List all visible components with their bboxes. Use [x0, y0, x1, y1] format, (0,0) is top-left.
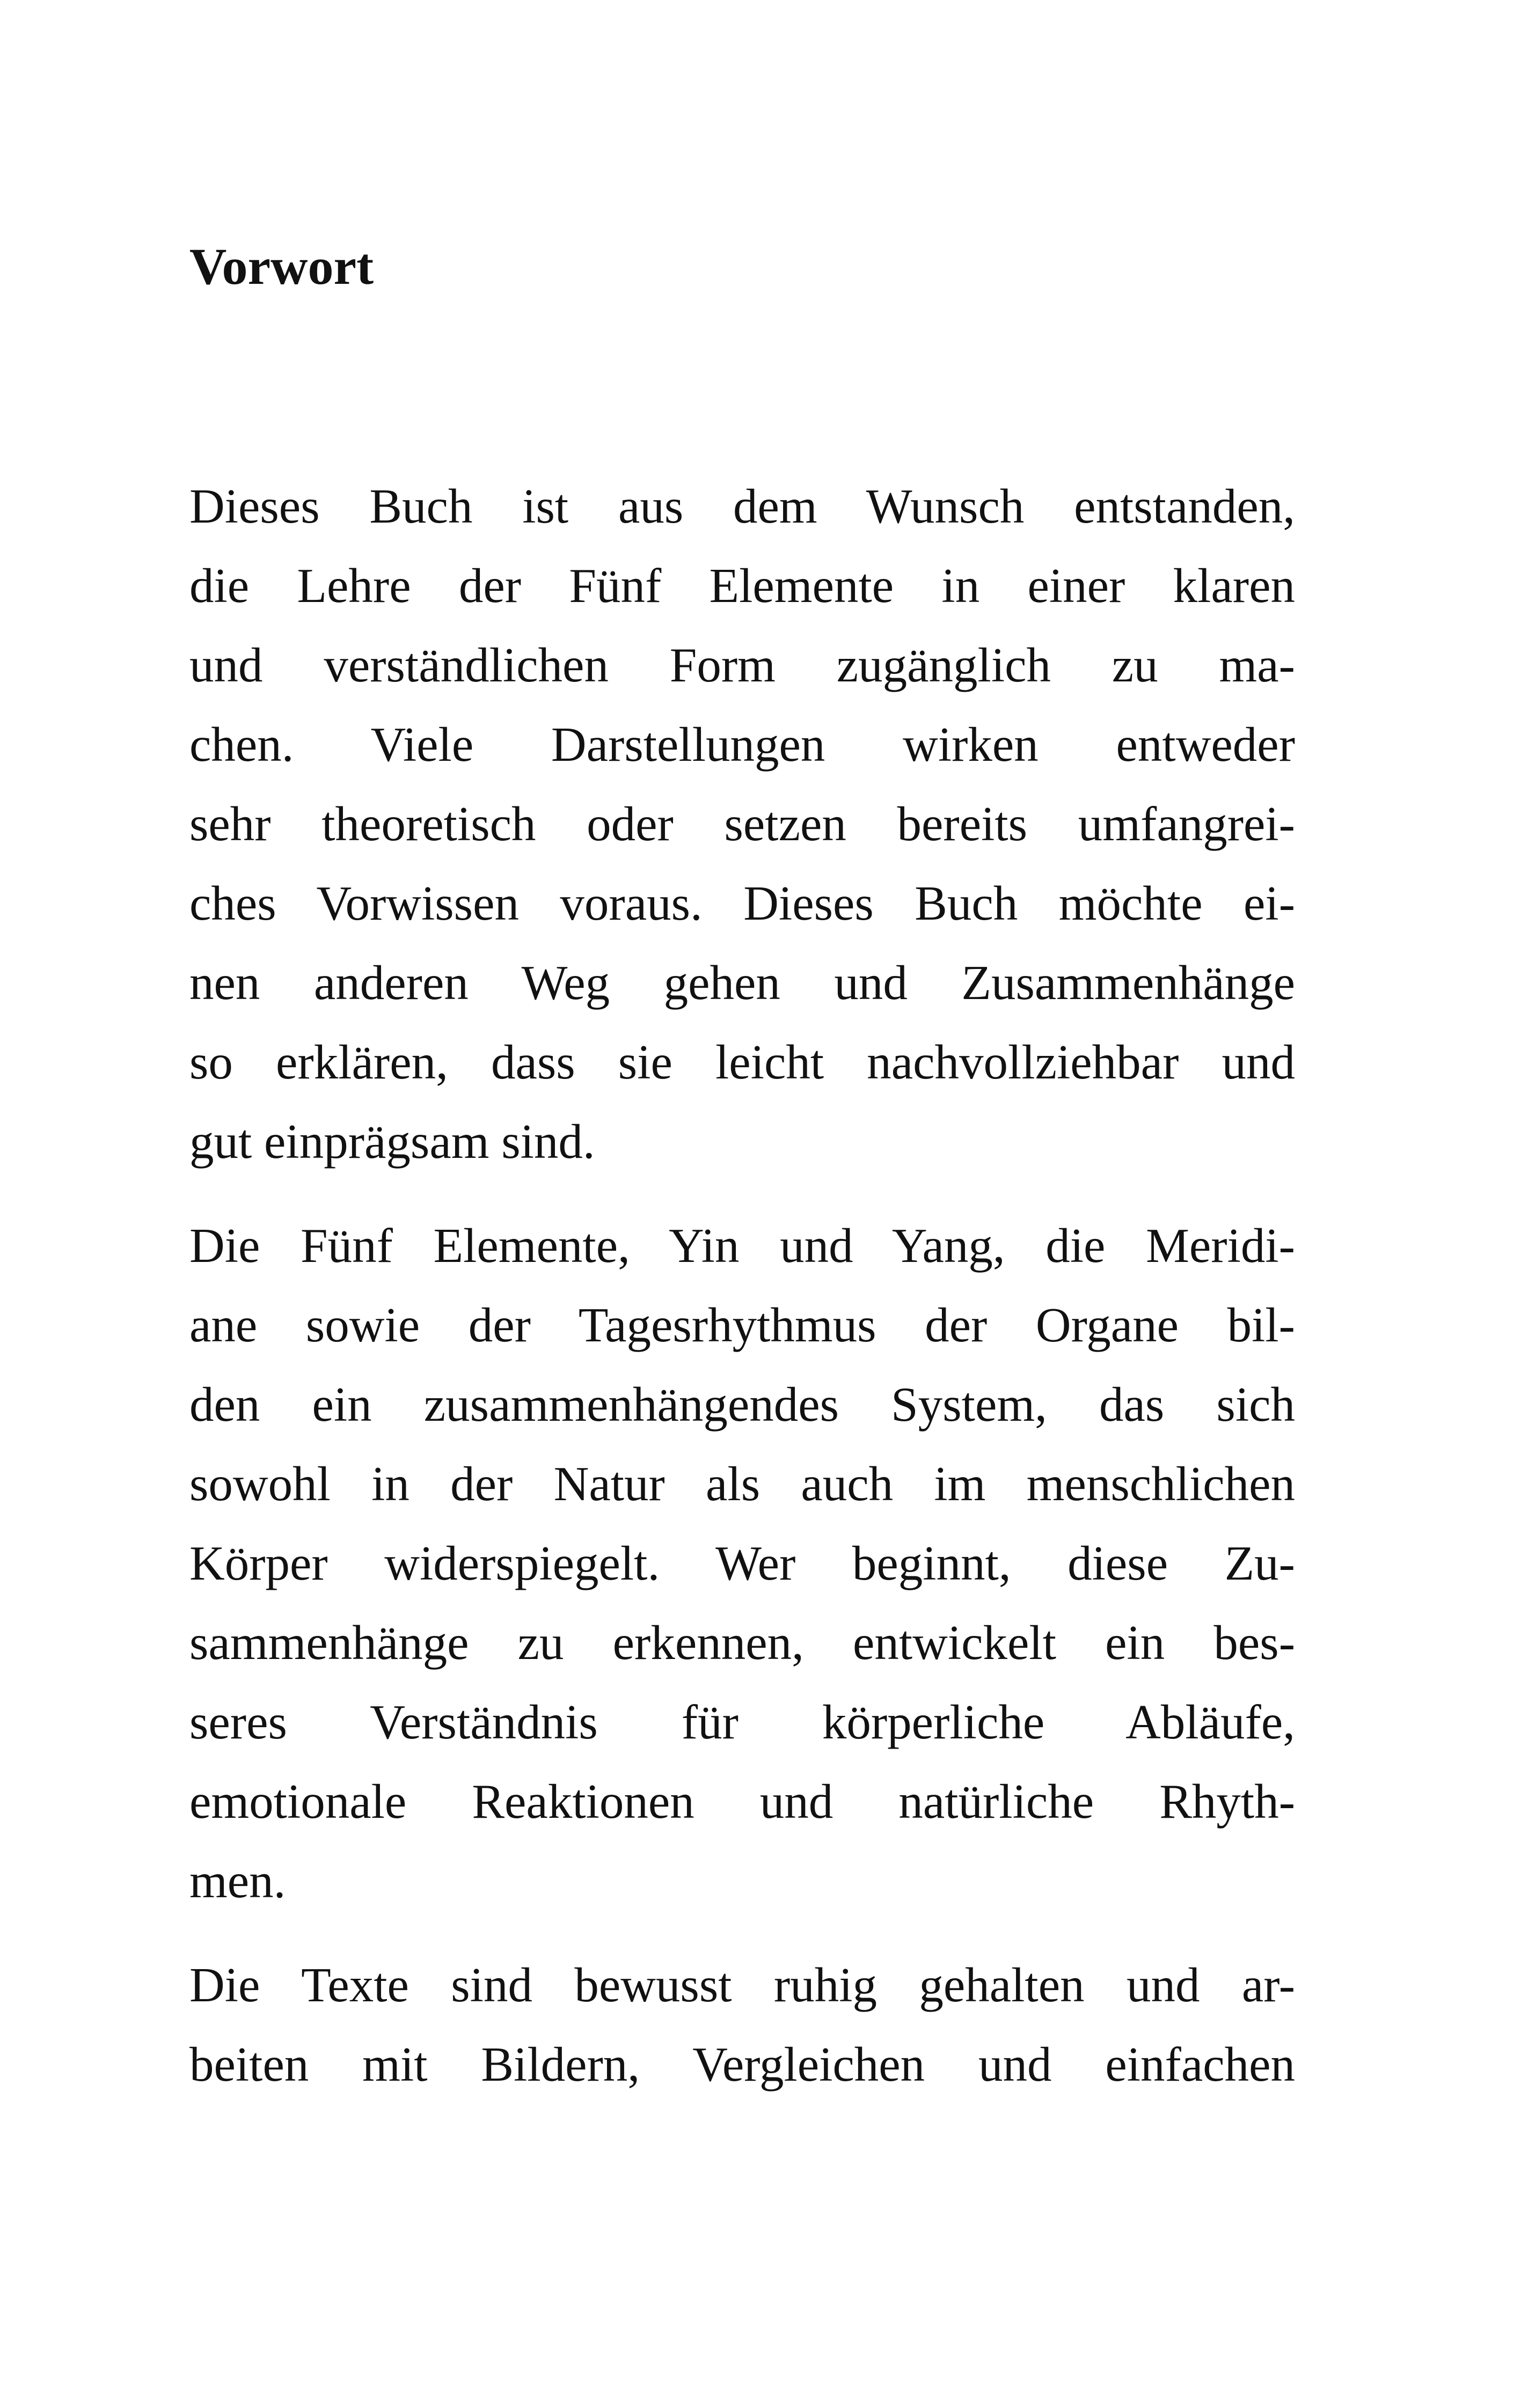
- text-line: sammenhänge zu erkennen, entwickelt ein bes-: [189, 1616, 1295, 1670]
- body-text: [189, 467, 1295, 2129]
- text-line: Dieses Buch ist aus dem Wunsch entstanden,: [189, 479, 1295, 533]
- text-line: und verständlichen Form zugänglich zu ma-: [189, 638, 1295, 692]
- text-line: ane sowie der Tagesrhythmus der Organe bil-: [189, 1298, 1295, 1352]
- text-line: emotionale Reaktionen und natürliche Rhyth-: [189, 1774, 1295, 1829]
- text-line: nen anderen Weg gehen und Zusammenhänge: [189, 956, 1295, 1010]
- text-line: so erklären, dass sie leicht nachvollziehbar und: [189, 1035, 1295, 1089]
- text-line: men.: [189, 1854, 286, 1908]
- paragraph: [189, 1946, 1295, 2104]
- paragraph: [189, 1206, 1295, 1921]
- chapter-heading: Vorwort: [189, 238, 374, 295]
- text-line: chen. Viele Darstellungen wirken entweder: [189, 717, 1295, 772]
- paragraph: [189, 467, 1295, 1181]
- text-line: die Lehre der Fünf Elemente in einer klaren: [189, 559, 1295, 613]
- text-line: gut einprägsam sind.: [189, 1114, 595, 1169]
- text-line: Die Texte sind bewusst ruhig gehalten und ar-: [189, 1958, 1295, 2012]
- text-line: sehr theoretisch oder setzen bereits umfangrei-: [189, 797, 1295, 851]
- text-line: seres Verständnis für körperliche Abläufe,: [189, 1695, 1295, 1749]
- text-line: beiten mit Bildern, Vergleichen und einfachen: [189, 2037, 1295, 2091]
- text-line: Körper widerspiegelt. Wer beginnt, diese Zu-: [189, 1536, 1295, 1590]
- text-line: ches Vorwissen voraus. Dieses Buch möchte ei-: [189, 876, 1295, 930]
- text-line: den ein zusammenhängendes System, das sich: [189, 1377, 1295, 1431]
- text-line: Die Fünf Elemente, Yin und Yang, die Meridi-: [189, 1218, 1295, 1273]
- text-line: sowohl in der Natur als auch im menschlichen: [189, 1457, 1295, 1511]
